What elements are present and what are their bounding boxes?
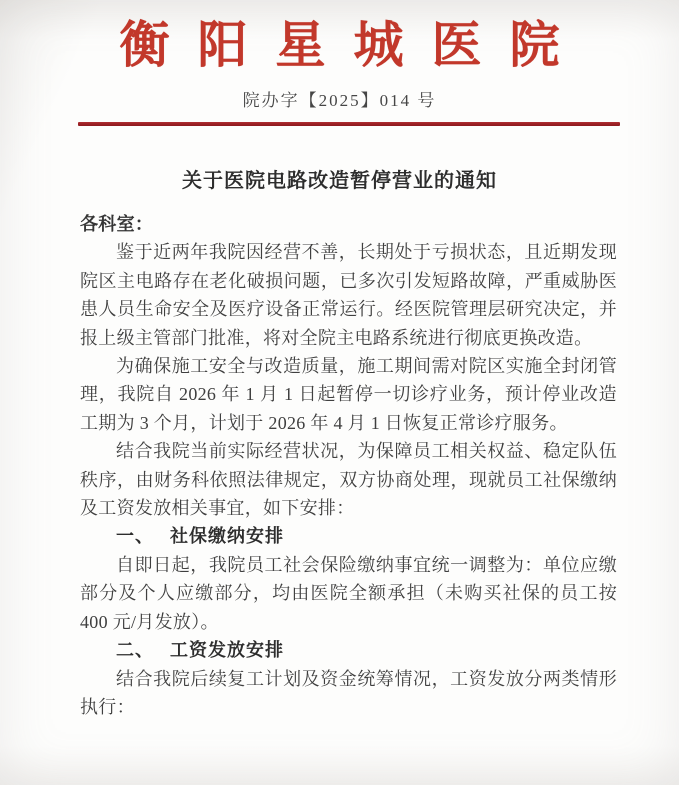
paragraph-shutdown-schedule: 为确保施工安全与改造质量，施工期间需对院区实施全封闭管理，我院自 2026 年 1 月 1 日起暂停一切诊疗业务，预计停业改造工期为 3 个月，计划于 2026 年 4 月 1 日恢复正常诊疗服务。 bbox=[80, 356, 617, 433]
notice-body bbox=[0, 168, 679, 721]
paragraph-arrangement-lead-in: 结合我院当前实际经营状况，为保障员工相关权益、稳定队伍秩序，由财务科依照法律规定，双方协商处理，现就员工社保缴纳及工资发放相关事宜，如下安排： bbox=[80, 441, 617, 519]
section-1-heading bbox=[80, 522, 617, 550]
section-2-number: 二、 bbox=[116, 640, 154, 661]
section-1-title: 社保缴纳安排 bbox=[170, 526, 284, 547]
doc-number: 院办字【2025】014 号 bbox=[242, 91, 437, 110]
section-2-title: 工资发放安排 bbox=[170, 640, 284, 661]
document-title: 关于医院电路改造暂停营业的通知 bbox=[182, 170, 497, 192]
hospital-name: 衡阳星城医院 bbox=[119, 17, 588, 73]
paragraph-salary: 结合我院后续复工计划及资金统筹情况，工资发放分两类情形执行： bbox=[80, 668, 617, 717]
paragraph-intro: 鉴于近两年我院因经营不善，长期处于亏损状态，且近期发现院区主电路存在老化破损问题，已多次引发短路故障，严重威胁医患人员生命安全及医疗设备正常运行。经医院管理层研究决定，并报上级主管部门批准，将对全院主电路系统进行彻底更换改造。 bbox=[80, 242, 617, 348]
red-divider bbox=[78, 122, 620, 126]
body-column bbox=[80, 210, 617, 721]
section-2-heading bbox=[80, 636, 617, 664]
letterhead bbox=[0, 0, 679, 111]
salutation: 各科室： bbox=[80, 214, 154, 234]
paragraph-social-security: 自即日起，我院员工社会保险缴纳事宜统一调整为：单位应缴部分及个人应缴部分，均由医院全额承担（未购买社保的员工按 400 元/月发放）。 bbox=[80, 554, 617, 632]
section-1-number: 一、 bbox=[116, 526, 154, 547]
